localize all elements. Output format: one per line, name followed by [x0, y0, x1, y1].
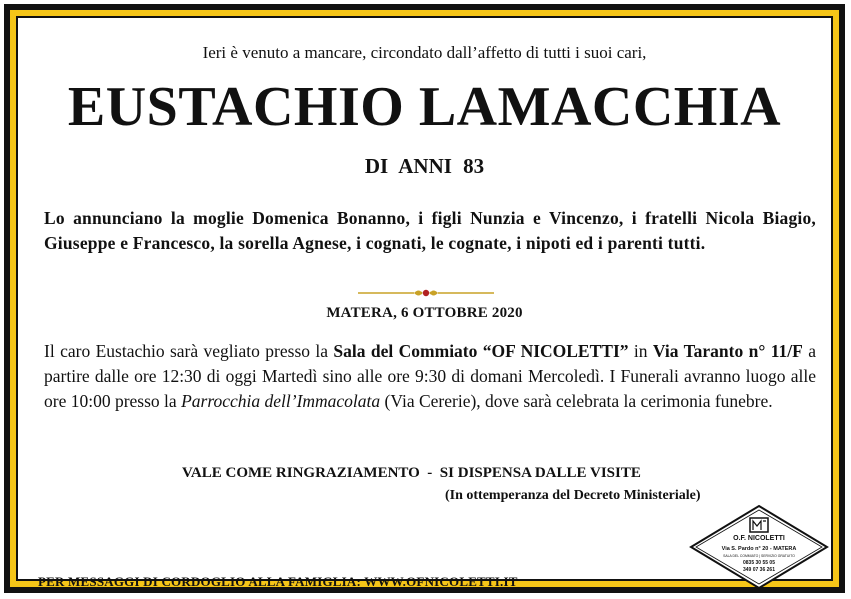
thanks-line: VALE COME RINGRAZIAMENTO - SI DISPENSA DALLE VISITE [182, 465, 641, 481]
outer-black-border [4, 4, 845, 593]
announcement-paragraph: Lo annunciano la moglie Domenica Bonanno, i figli Nunzia e Vincenzo, i fratelli Nicola Biagio, Giuseppe e Francesco, la sorella Agnese, i cognati, le cognate, i nipoti ed i parenti tutti. [44, 208, 816, 253]
inner-black-border [16, 16, 833, 589]
details-sala: Sala del Commiato “OF NICOLETTI” [333, 341, 629, 361]
details-text-1: Il caro Eustachio sarà vegliato presso la [44, 341, 334, 361]
wake-funeral-details [44, 339, 816, 414]
logo-phone-2: 349 07 36 261 [743, 567, 775, 573]
deceased-name: EUSTACHIO LAMACCHIA [67, 76, 782, 138]
decree-note: (In ottemperanza del Decreto Ministeriale) [445, 488, 701, 503]
logo-name: O.F. NICOLETTI [733, 535, 785, 542]
logo-address: Via S. Pardo n° 20 - MATERA [721, 546, 797, 552]
details-via: Via Taranto n° 11/F [652, 341, 803, 361]
funeral-home-logo [688, 504, 830, 590]
ornamental-divider-icon [356, 286, 496, 300]
condolence-footer: PER MESSAGGI DI CORDOGLIO ALLA FAMIGLIA: WWW.OFNICOLETTI.IT [38, 574, 518, 589]
gold-border [10, 10, 839, 587]
intro-text: Ieri è venuto a mancare, circondato dall’affetto di tutti i suoi cari, [202, 43, 647, 62]
place-date: MATERA, 6 OTTOBRE 2020 [326, 305, 523, 321]
logo-phone-1: 0835 30 55 05 [743, 560, 775, 566]
details-text-4: (Via Cererie), dove sarà celebrata la cerimonia funebre. [380, 391, 773, 411]
details-parrocchia: Parrocchia dell’Immacolata [181, 391, 381, 411]
age-line: DI ANNI 83 [364, 154, 485, 178]
logo-services: SALA DEL COMMIATO | SERVIZIO GRATUITO [723, 554, 795, 558]
details-text-2: in [628, 341, 653, 361]
details-text-3: a partire dalle ore 12:30 di oggi Martedì sino alle ore 9:30 di domani Mercoledì. I Funerali avranno luogo alle ore 10:00 presso la [44, 341, 816, 411]
notice-page [18, 18, 831, 589]
